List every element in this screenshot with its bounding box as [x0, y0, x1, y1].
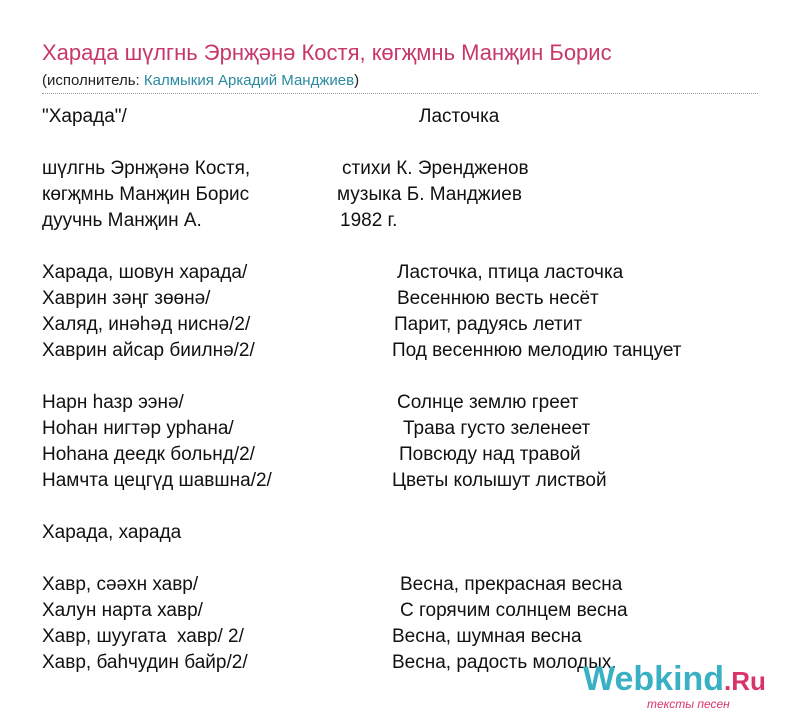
translation-line: Цветы колышут листвой [392, 470, 607, 491]
translation-line: Трава густо зеленеет [403, 418, 591, 439]
lyric-line: Ноһан нигтәр урһана/ [42, 418, 234, 439]
performer-link[interactable]: Калмыкия Аркадий Манджиев [143, 72, 355, 89]
translation-line: Парит, радуясь летит [394, 314, 583, 335]
translation-line: Ласточка [419, 106, 500, 127]
logo-tagline: тексты песен [647, 697, 730, 711]
lyric-line: Харада, харада [42, 522, 182, 543]
lyric-line: Хавр, сәәхн хавр/ [42, 574, 199, 595]
translation-line: музыка Б. Манджиев [337, 184, 522, 205]
translation-line: Весна, прекрасная весна [400, 574, 623, 595]
lyric-line: көгҗмнь Манҗин Борис [42, 184, 250, 205]
lyric-line: Намчта цецгүд шавшна/2/ [42, 470, 272, 491]
lyric-line: "Харада"/ [42, 106, 127, 127]
lyric-line: шүлгнь Эрнҗәнә Костя, [42, 158, 251, 179]
performer-suffix: ) [354, 72, 360, 89]
translation-line: Повсюду над травой [399, 444, 581, 465]
lyric-line: Хавр, шуугата хавр/ 2/ [42, 626, 244, 647]
song-title: Харада шүлгнь Эрнҗәнә Костя, көгҗмнь Манҗин Борис [42, 40, 612, 65]
translation-line: Весна, шумная весна [392, 626, 582, 647]
logo-brand: Webkind [583, 660, 725, 698]
lyric-line: Халун нарта хавр/ [42, 600, 203, 621]
lyric-line: Хаврин айсар биилнә/2/ [42, 340, 255, 361]
translation-line: 1982 г. [340, 210, 398, 231]
lyric-line: дуучнь Манҗин А. [42, 210, 202, 231]
translation-line: Весеннюю весть несёт [397, 288, 599, 309]
lyric-line: Хаврин зәңг зөөнә/ [42, 288, 211, 309]
lyric-line: Халяд, инәһәд ниснә/2/ [42, 314, 251, 335]
logo-tld: .Ru [724, 666, 766, 696]
translation-line: Весна, радость молодых. [392, 652, 617, 673]
translation-line: Ласточка, птица ласточка [397, 262, 624, 283]
translation-line: С горячим солнцем весна [400, 600, 628, 621]
header-divider [42, 93, 758, 94]
performer-line [42, 72, 359, 89]
translation-line: Солнце землю греет [397, 392, 579, 413]
webkind-logo [583, 660, 766, 699]
performer-prefix: (исполнитель: [42, 72, 144, 89]
translation-line: Под весеннюю мелодию танцует [392, 340, 682, 361]
lyric-line: Хавр, баһчудин байр/2/ [42, 652, 248, 673]
translation-line: стихи К. Эрендженов [342, 158, 529, 179]
lyric-line: Харада, шовун харада/ [42, 262, 248, 283]
lyric-line: Нарн һазр ээнә/ [42, 392, 184, 413]
lyric-line: Ноһана деедк больнд/2/ [42, 444, 255, 465]
